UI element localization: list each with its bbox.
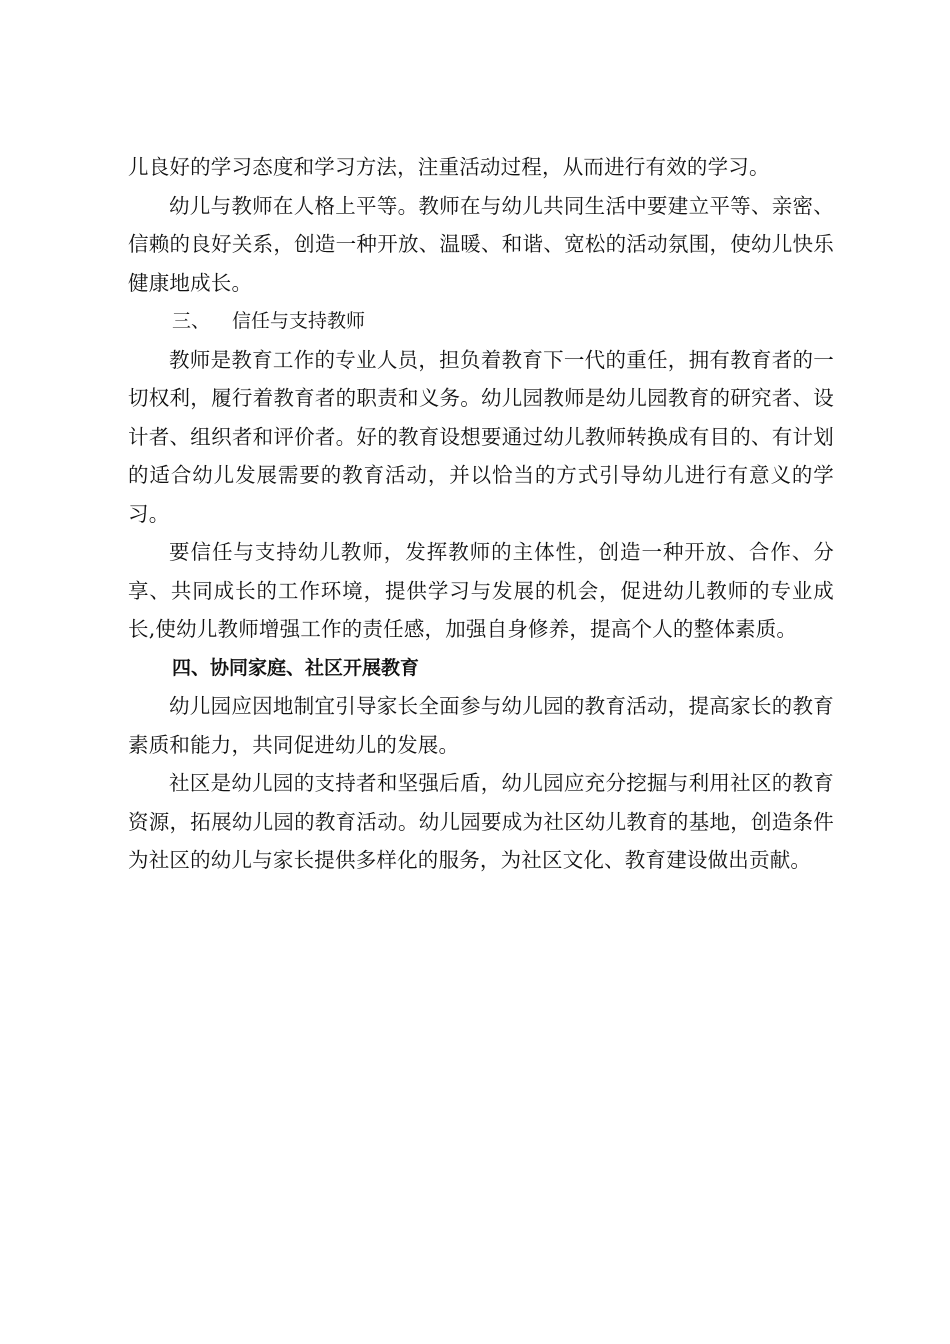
section-heading-4: 四、协同家庭、社区开展教育 [172,656,420,679]
paragraph-community-support: 社区是幼儿园的支持者和坚强后盾，幼儿园应充分挖掘与利用社区的教育资源，拓展幼儿园的教育活动。幼儿园要成为社区幼儿教育的基地，创造条件为社区的幼儿与家长提供多样化的服务，为社区文化、教育建设做出贡献。 [128,771,834,872]
section-heading-3-number: 三、 [172,310,211,332]
paragraph-teacher-role: 教师是教育工作的专业人员，担负着教育下一代的重任，拥有教育者的一切权利，履行着教育者的职责和义务。幼儿园教师是幼儿园教育的研究者、设计者、组织者和评价者。好的教育设想要通过幼儿教师转换成有目的、有计划的适合幼儿发展需要的教育活动，并以恰当的方式引导幼儿进行有意义的学习。 [128,347,834,526]
paragraph-family-participation: 幼儿园应因地制宜引导家长全面参与幼儿园的教育活动，提高家长的教育素质和能力，共同促进幼儿的发展。 [128,694,834,757]
paragraph-teacher-child-equality: 幼儿与教师在人格上平等。教师在与幼儿共同生活中要建立平等、亲密、信赖的良好关系，创造一种开放、温暖、和谐、宽松的活动氛围，使幼儿快乐健康地成长。 [128,193,834,295]
document-body [128,148,834,880]
section-heading-3-title: 信任与支持教师 [232,310,366,332]
section-heading-3 [128,302,834,341]
paragraph-continuation: 儿良好的学习态度和学习方法，注重活动过程，从而进行有效的学习。 [128,155,770,179]
paragraph-support-teachers: 要信任与支持幼儿教师，发挥教师的主体性，创造一种开放、合作、分享、共同成长的工作环境，提供学习与发展的机会，促进幼儿教师的专业成长,使幼儿教师增强工作的责任感，加强自身修养，提高个人的整体素质。 [128,540,834,641]
